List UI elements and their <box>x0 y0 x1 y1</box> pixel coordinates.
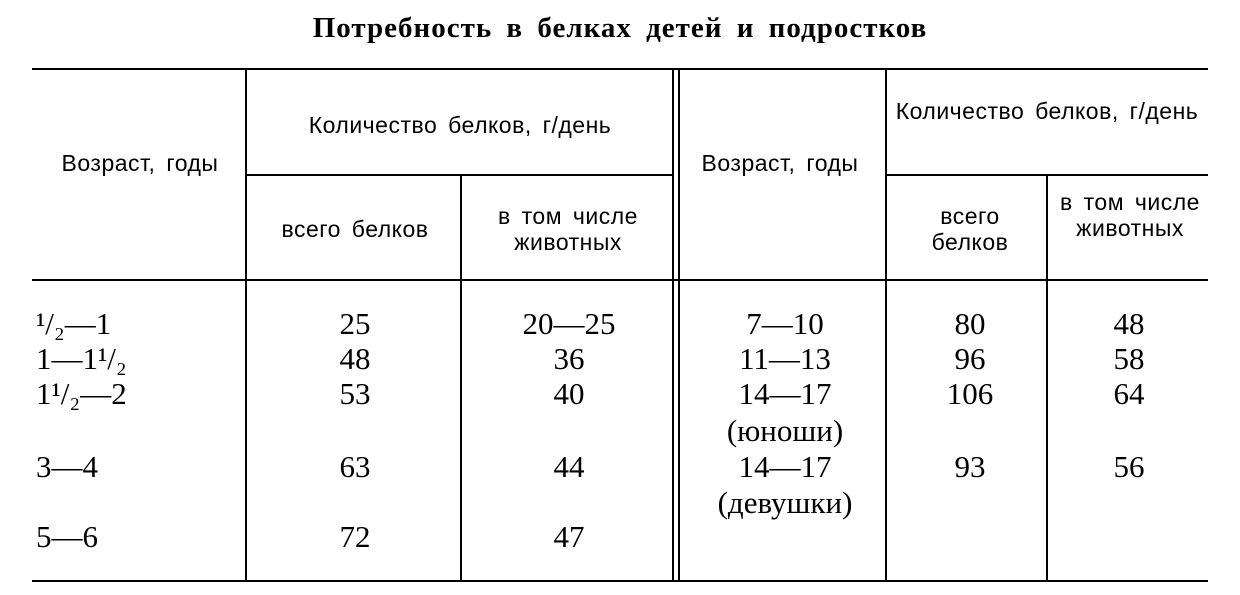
animal-cell: 40 <box>553 376 585 411</box>
header-age-right: Возраст, годы <box>701 150 859 176</box>
table-title: Потребность в белках детей и подростков <box>312 12 928 44</box>
age-cell: 1¹/₂—2 <box>36 376 127 411</box>
total-cell: 93 <box>954 449 986 484</box>
column-divider-2 <box>460 174 462 582</box>
age-note-cell: (юноши) <box>726 413 844 448</box>
header-quantity-left: Количество белков, г/день <box>308 112 612 138</box>
animal-cell: 48 <box>1113 306 1145 341</box>
age-cell: 11—13 <box>739 341 831 376</box>
age-cell: ¹/₂—1 <box>36 306 112 341</box>
animal-cell: 20—25 <box>522 306 616 341</box>
age-cell: 7—10 <box>746 306 824 341</box>
table-top-rule <box>32 68 1208 70</box>
column-divider-1 <box>245 68 247 582</box>
animal-cell: 56 <box>1113 449 1145 484</box>
animal-cell: 44 <box>553 449 585 484</box>
age-cell: 3—4 <box>36 449 98 484</box>
header-bottom-rule <box>32 279 1208 281</box>
header-age-left: Возраст, годы <box>61 150 219 176</box>
age-cell: 5—6 <box>36 519 98 554</box>
table-bottom-rule <box>32 580 1208 582</box>
total-cell: 96 <box>954 341 986 376</box>
animal-cell: 47 <box>553 519 585 554</box>
total-cell: 48 <box>339 341 371 376</box>
animal-cell: 64 <box>1113 376 1145 411</box>
header-total-left: всего белков <box>281 216 429 242</box>
total-cell: 63 <box>339 449 371 484</box>
total-cell: 25 <box>339 306 371 341</box>
age-cell: 14—17 <box>738 449 832 484</box>
age-note-cell: (девушки) <box>717 485 853 520</box>
header-animal-left: в том числе животных <box>498 203 638 255</box>
age-cell: 1—1¹/₂ <box>36 341 127 376</box>
header-animal-right: в том числе животных <box>1060 189 1200 241</box>
total-cell: 72 <box>339 519 371 554</box>
total-cell: 80 <box>954 306 986 341</box>
animal-cell: 36 <box>553 341 585 376</box>
total-cell: 53 <box>339 376 371 411</box>
animal-cell: 58 <box>1113 341 1145 376</box>
header-quantity-right: Количество белков, г/день <box>895 98 1199 124</box>
age-cell: 14—17 <box>738 376 832 411</box>
total-cell: 106 <box>946 376 994 411</box>
header-total-right: всего белков <box>931 203 1009 255</box>
